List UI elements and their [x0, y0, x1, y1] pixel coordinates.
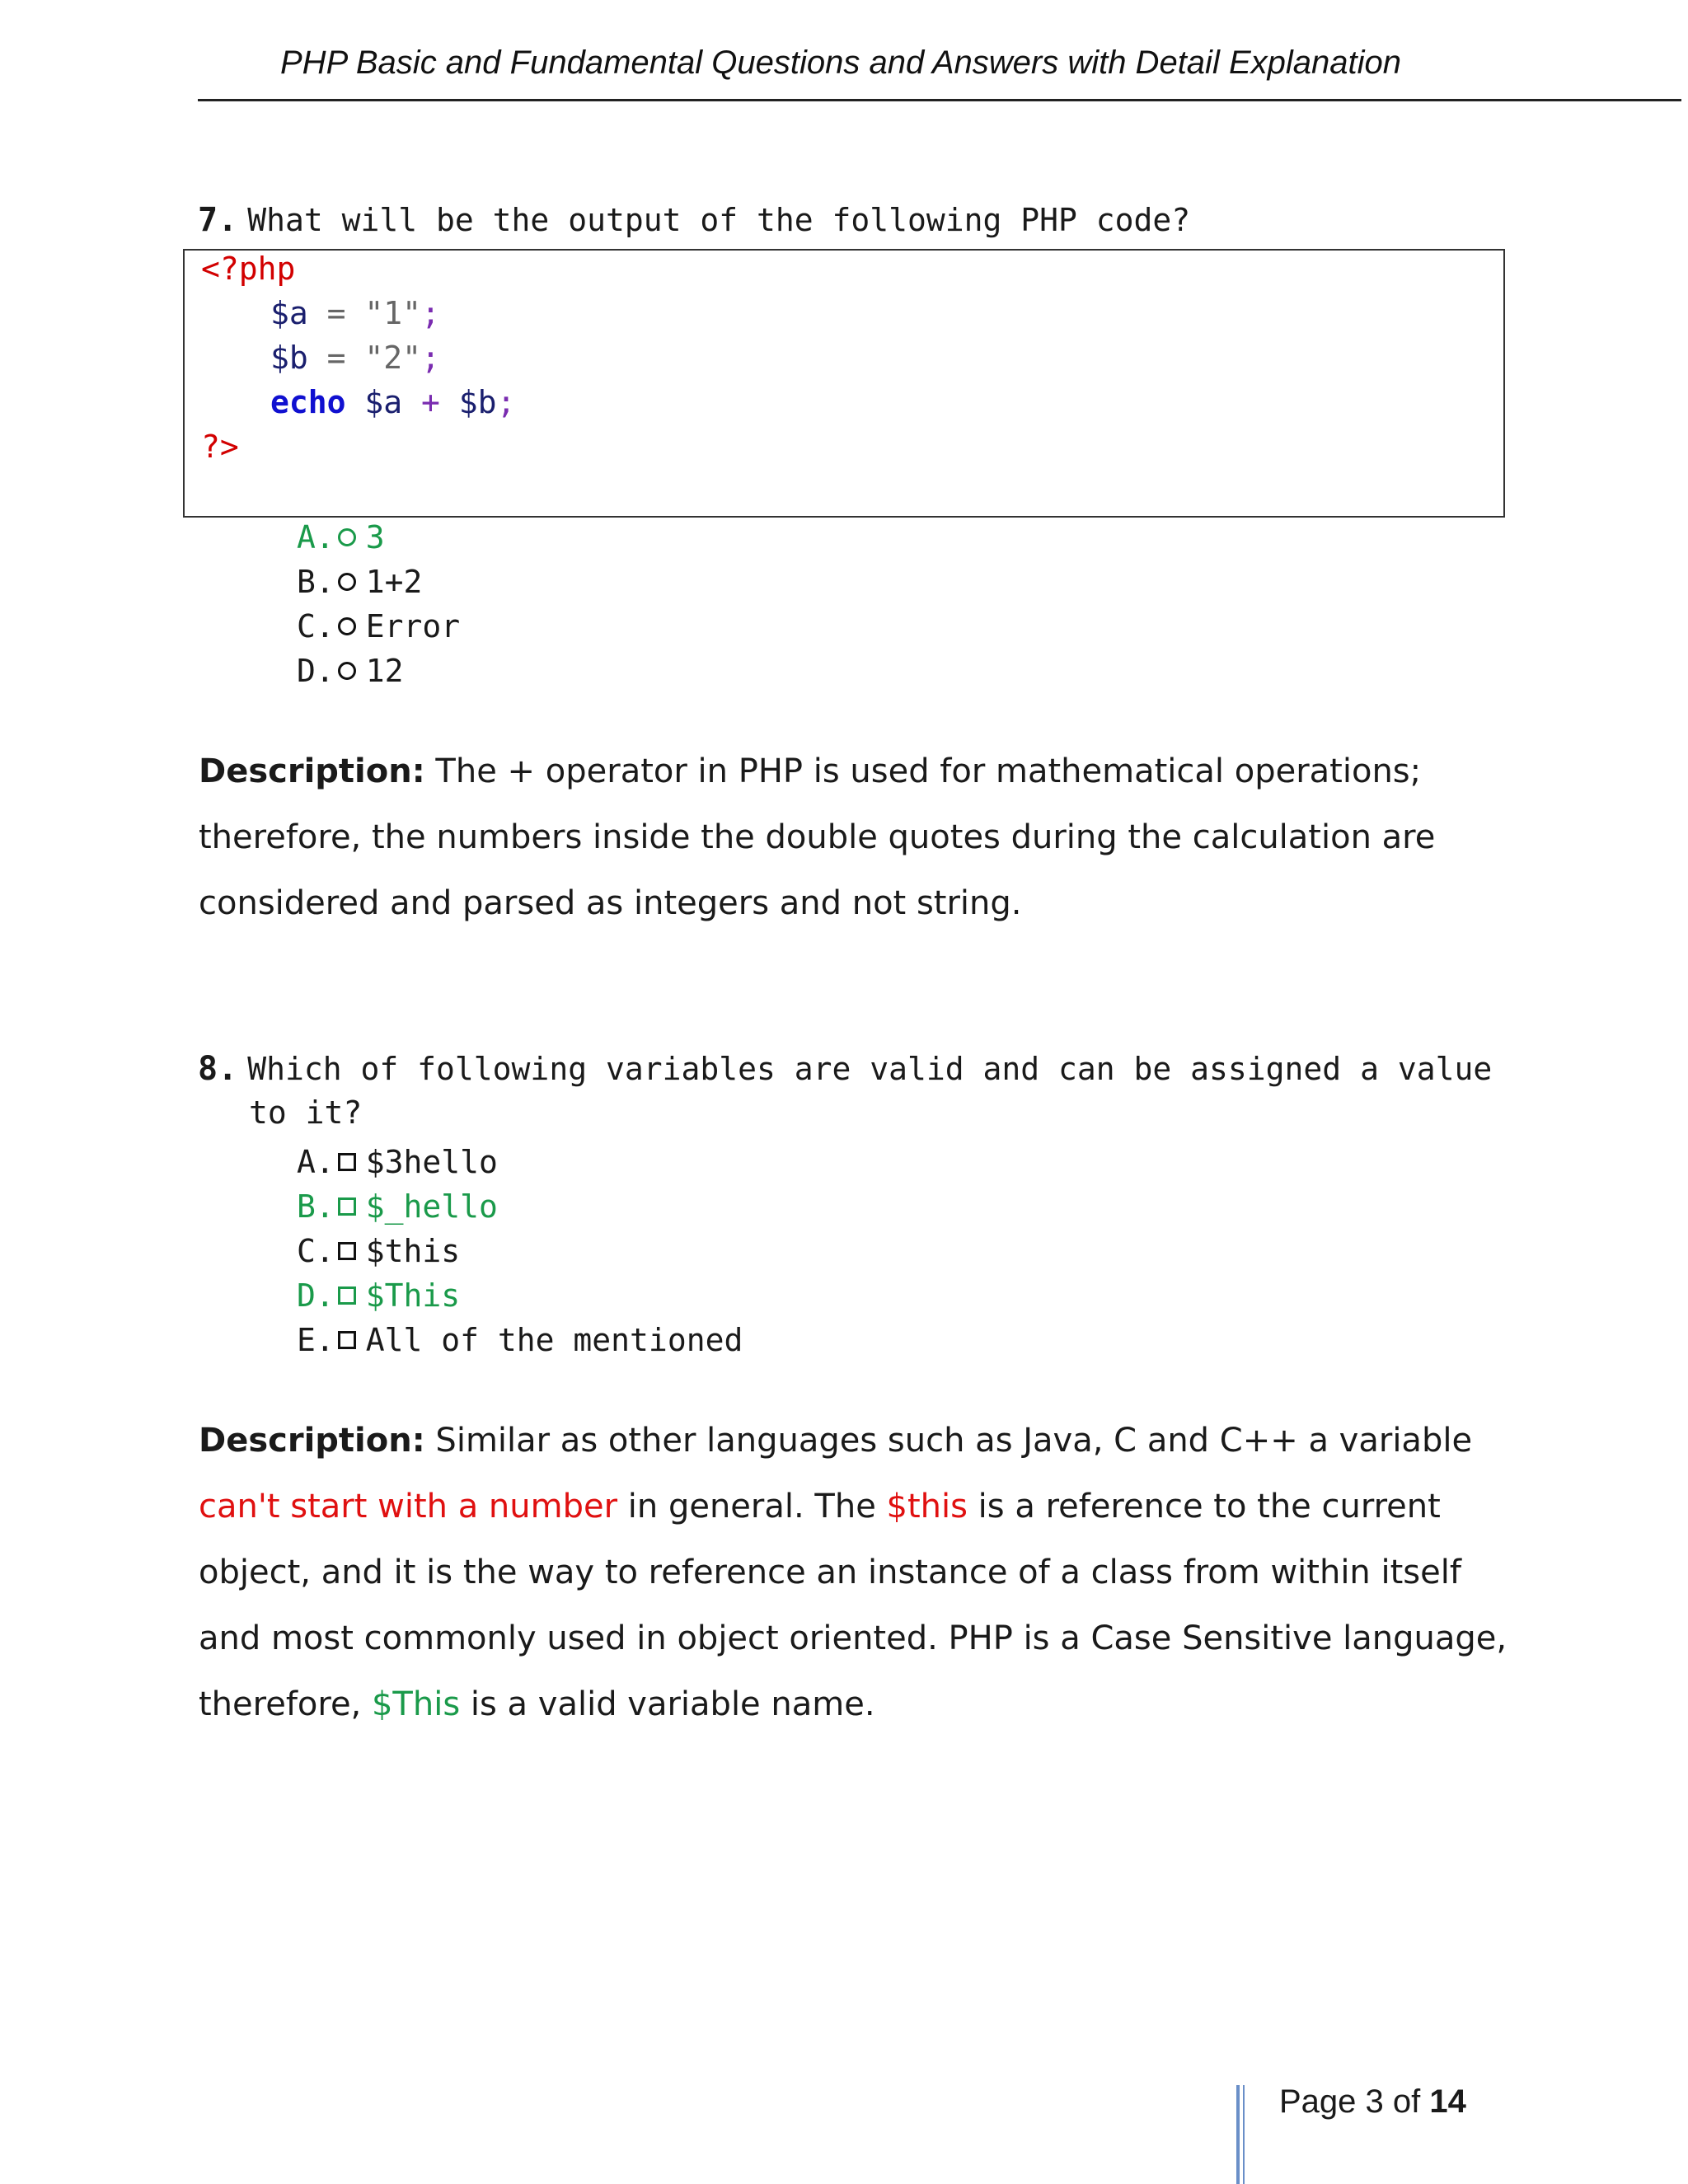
checkbox-icon[interactable] [338, 1153, 356, 1171]
document-header-title: PHP Basic and Fundamental Questions and Answers with Detail Explanation [280, 45, 1401, 81]
checkbox-icon[interactable] [338, 1331, 356, 1349]
option-b[interactable] [297, 564, 422, 600]
code-token: ; [421, 340, 440, 376]
description-text: Similar as other languages such as Java, C and C++ a variable [424, 1422, 1473, 1460]
option-b[interactable] [297, 1188, 498, 1225]
checkbox-icon[interactable] [338, 1197, 356, 1216]
option-letter: A. [297, 519, 335, 555]
option-text: All of the mentioned [365, 1322, 743, 1358]
q8-description [199, 1408, 1517, 1737]
q7-description [199, 738, 1517, 936]
code-line-2 [270, 340, 440, 376]
option-d[interactable] [297, 1277, 460, 1314]
question-text-continued: to it? [249, 1094, 363, 1131]
option-text: $This [365, 1277, 461, 1314]
description-text: is a reference to the current object, and it is the way to reference an instance of a class from within itself and most commonly used in object oriented. PHP is a Case Sensitive language, therefore, [199, 1488, 1507, 1723]
footer-accent-bar [1236, 2085, 1240, 2184]
code-line-1 [270, 295, 440, 331]
option-letter: E. [297, 1322, 335, 1358]
question-number: 7. [198, 201, 238, 239]
code-token: ; [421, 295, 440, 331]
checkbox-icon[interactable] [338, 1286, 356, 1305]
code-line-3 [270, 384, 515, 420]
description-text: is a valid variable name. [460, 1685, 875, 1723]
question-8 [198, 1050, 1492, 1088]
option-text: 12 [365, 653, 404, 689]
highlight-red: $this [886, 1488, 968, 1526]
code-token: = [307, 295, 365, 331]
code-token: ; [496, 384, 516, 420]
highlight-red: can't start with a number [199, 1488, 618, 1526]
option-letter: B. [297, 564, 335, 600]
code-token: + [421, 384, 440, 420]
php-open-tag: <?php [201, 251, 296, 287]
option-text: 1+2 [365, 564, 423, 600]
question-number: 8. [198, 1050, 238, 1088]
question-text: What will be the output of the following PHP code? [247, 202, 1191, 238]
page-number-prefix: Page 3 of [1279, 2083, 1430, 2120]
footer-accent-bar [1243, 2085, 1245, 2184]
code-token: $a [270, 295, 308, 331]
description-text: in general. The [617, 1488, 887, 1526]
code-token: = [307, 340, 365, 376]
description-label: Description: [199, 752, 425, 790]
option-letter: B. [297, 1188, 335, 1225]
option-letter: C. [297, 608, 335, 644]
code-token: $a [345, 384, 422, 420]
option-a[interactable] [297, 1144, 498, 1180]
description-text: The + operator in PHP is used for mathematical operations; therefore, the numbers inside the double quotes during the calculation are considered and parsed as integers and not string. [199, 752, 1436, 922]
option-text: 3 [365, 519, 385, 555]
option-c[interactable] [297, 608, 460, 644]
code-token: $b [270, 340, 308, 376]
option-letter: A. [297, 1144, 335, 1180]
radio-icon[interactable] [338, 617, 356, 635]
code-token: "2" [364, 340, 422, 376]
option-text: $this [365, 1233, 461, 1269]
radio-icon[interactable] [338, 662, 356, 680]
header-divider [198, 99, 1681, 101]
option-text: Error [365, 608, 461, 644]
question-text: Which of following variables are valid and can be assigned a value [247, 1051, 1493, 1087]
option-text: $3hello [365, 1144, 498, 1180]
description-label: Description: [199, 1422, 425, 1460]
option-text: $_hello [365, 1188, 498, 1225]
page-number [1279, 2083, 1466, 2121]
code-block [183, 249, 1505, 518]
code-token: "1" [364, 295, 422, 331]
option-letter: C. [297, 1233, 335, 1269]
option-letter: D. [297, 1277, 335, 1314]
option-letter: D. [297, 653, 335, 689]
option-a[interactable] [297, 519, 385, 555]
option-c[interactable] [297, 1233, 460, 1269]
option-d[interactable] [297, 653, 404, 689]
question-7 [198, 201, 1190, 239]
highlight-green: $This [371, 1685, 461, 1723]
php-close-tag: ?> [201, 429, 239, 465]
radio-icon[interactable] [338, 573, 356, 591]
radio-icon[interactable] [338, 528, 356, 546]
option-e[interactable] [297, 1322, 743, 1358]
page-number-total: 14 [1429, 2083, 1466, 2120]
code-token: $b [439, 384, 497, 420]
code-token: echo [270, 384, 346, 420]
checkbox-icon[interactable] [338, 1242, 356, 1260]
